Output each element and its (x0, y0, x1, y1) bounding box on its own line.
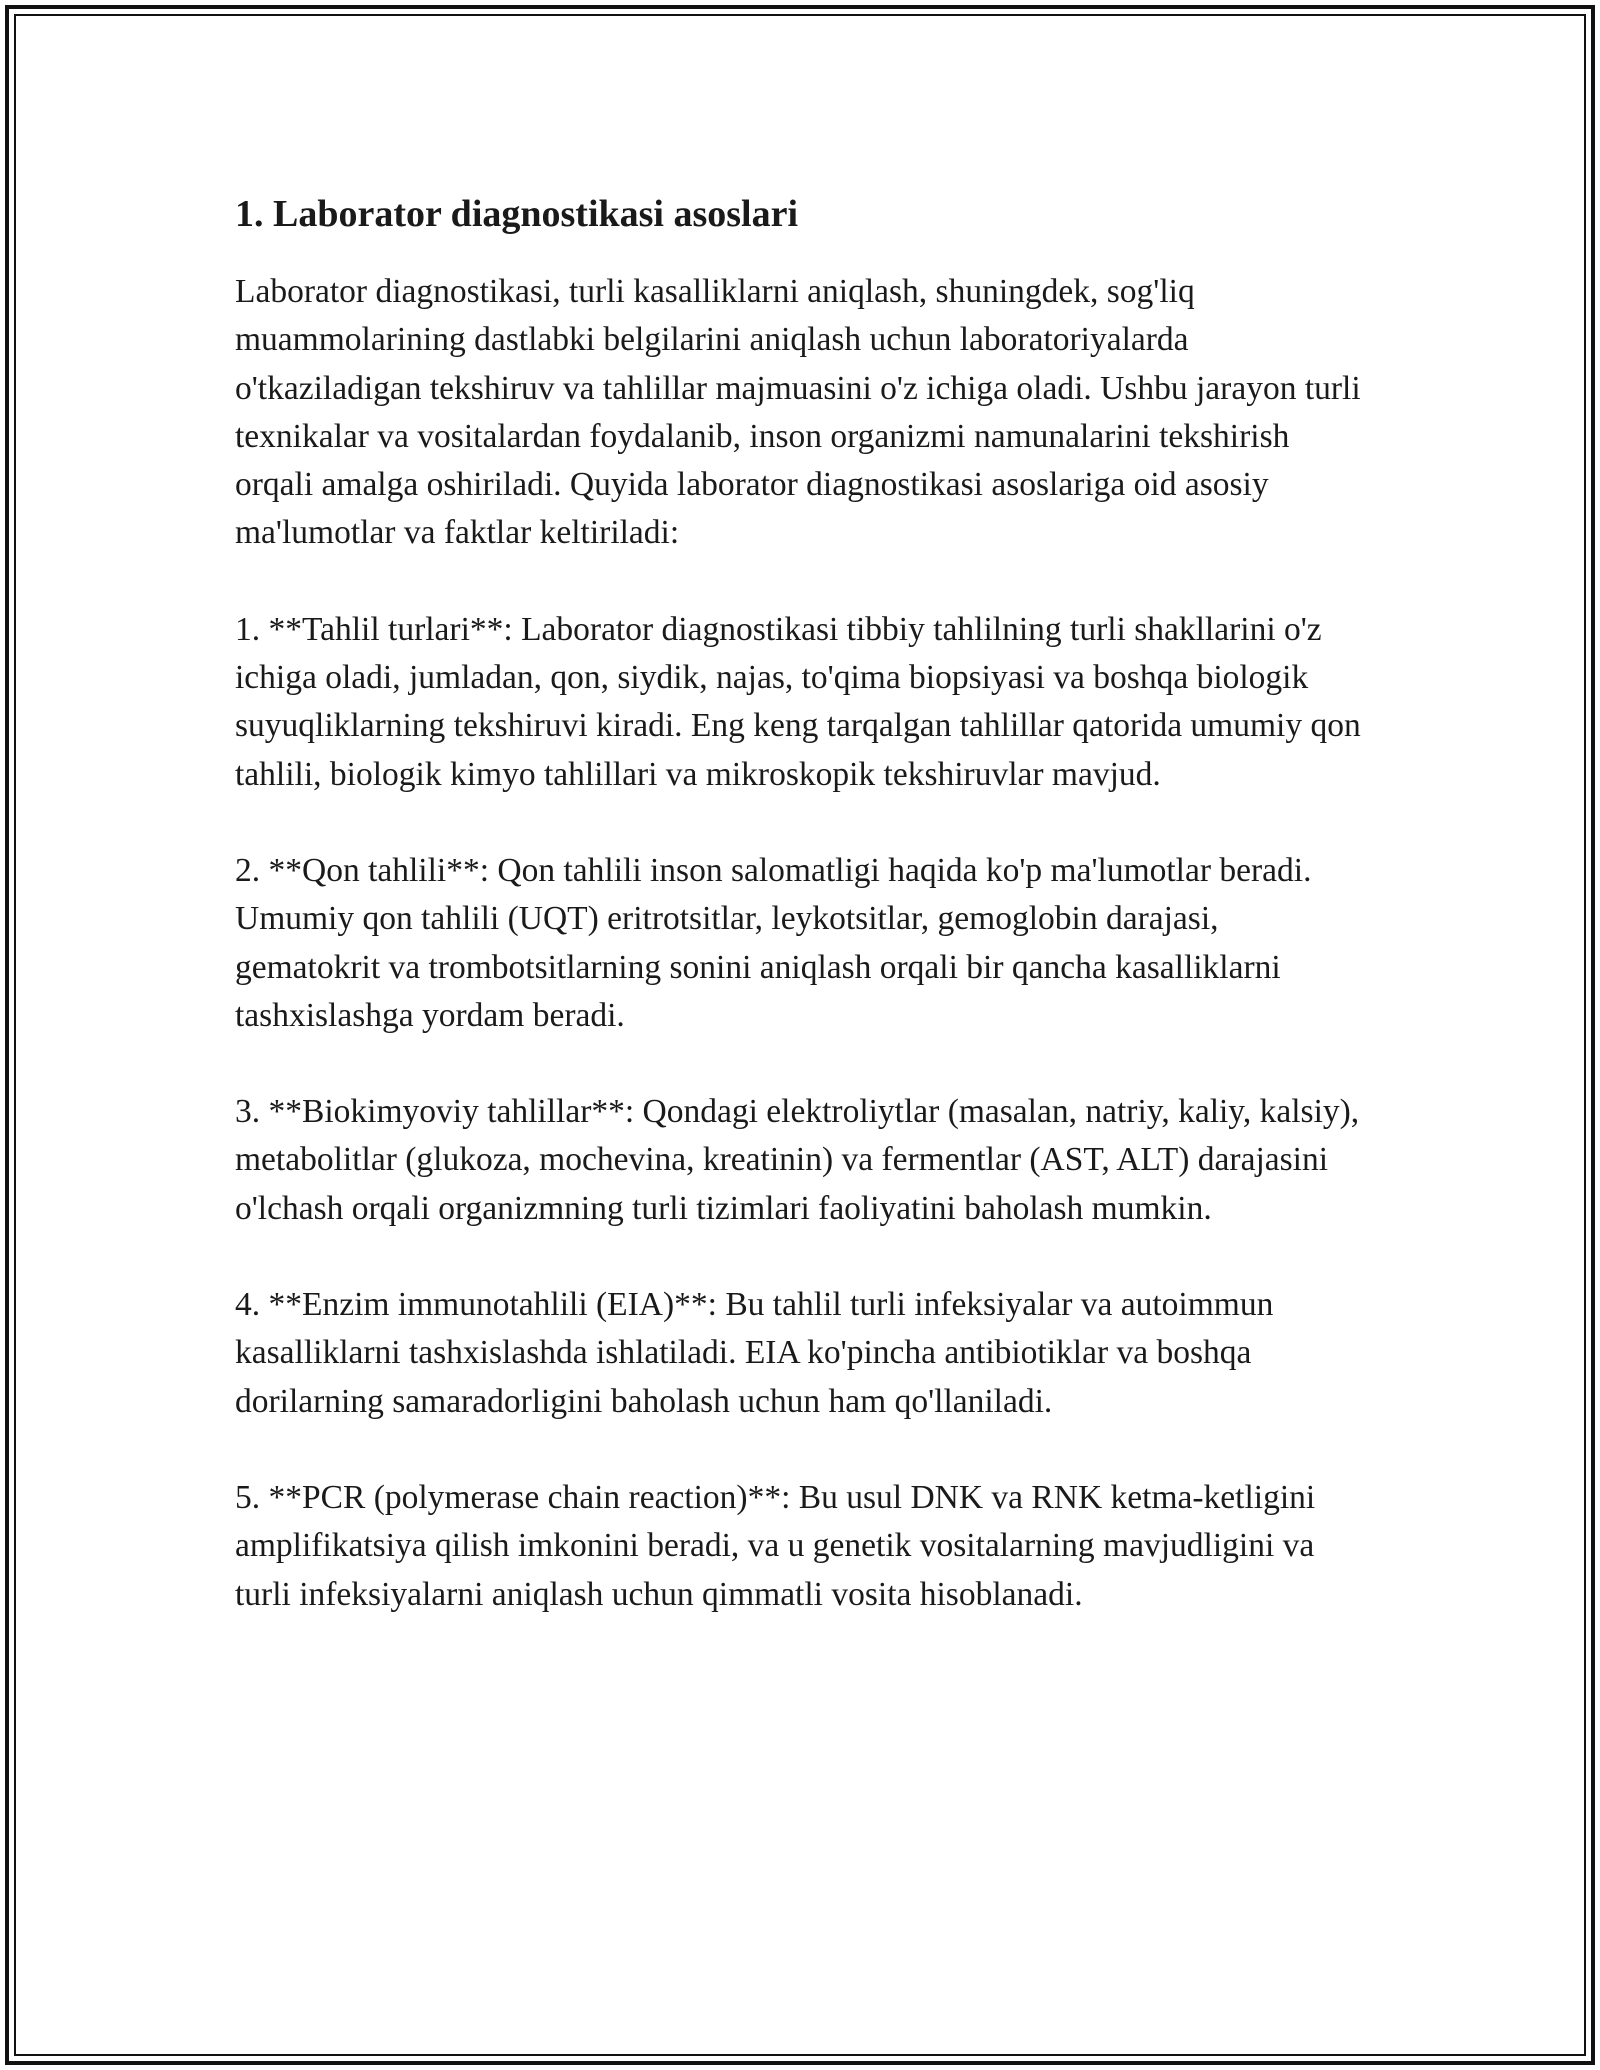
document-title: 1. Laborator diagnostikasi asoslari (235, 193, 799, 235)
list-item-pcr: 5. **PCR (polymerase chain reaction)**: Bu usul DNK va RNK ketma-ketligini amplifikatsiya qilish imkonini beradi, va u genetik vositalarning mavjudligini va turli infeksiyalarni aniqlash uchun qimmatli vosita hisoblanadi. (235, 1478, 1316, 1613)
list-item-biokimyoviy-tahlillar: 3. **Biokimyoviy tahlillar**: Qondagi elektroliytlar (masalan, natriy, kaliy, kalsiy), metabolitlar (glukoza, mochevina, kreatinin) va fermentlar (AST, ALT) darajasini o'lchash orqali organizmning turli tizimlari faoliyatini baholash mumkin. (235, 1093, 1360, 1227)
document-body (235, 188, 1365, 1667)
list-item-tahlil-turlari: 1. **Tahlil turlari**: Laborator diagnostikasi tibbiy tahlilning turli shakllarini o'z ichiga oladi, jumladan, qon, siydik, najas, to'qima biopsiyasi va boshqa biologik suyuqliklarning tekshiruvi kiradi. Eng keng tarqalgan tahlillar qatorida umumiy qon tahlili, biologik kimyo tahlillari va mikroskopik tekshiruvlar mavjud. (235, 610, 1361, 793)
list-item-enzim-immunotahlili: 4. **Enzim immunotahlili (EIA)**: Bu tahlil turli infeksiyalar va autoimmun kasalliklarni tashxislashda ishlatiladi. EIA ko'pincha antibiotiklar va boshqa dorilarning samaradorligini baholash uchun ham qo'llaniladi. (235, 1286, 1274, 1420)
intro-paragraph: Laborator diagnostikasi, turli kasalliklarni aniqlash, shuningdek, sog'liq muammolarining dastlabki belgilarini aniqlash uchun laboratoriyalarda o'tkaziladigan tekshiruv va tahlillar majmuasini o'z ichiga oladi. Ushbu jarayon turli texnikalar va vositalardan foydalanib, inson organizmi namunalarini tekshirish orqali amalga oshiriladi. Quyida laborator diagnostikasi asoslariga oid asosiy ma'lumotlar va faktlar keltiriladi: (235, 273, 1361, 552)
list-item-qon-tahlili: 2. **Qon tahlili**: Qon tahlili inson salomatligi haqida ko'p ma'lumotlar beradi. Umumiy qon tahlili (UQT) eritrotsitlar, leykotsitlar, gemoglobin darajasi, gematokrit va trombotsitlarning sonini aniqlash orqali bir qancha kasalliklarni tashxislashga yordam beradi. (235, 851, 1312, 1034)
